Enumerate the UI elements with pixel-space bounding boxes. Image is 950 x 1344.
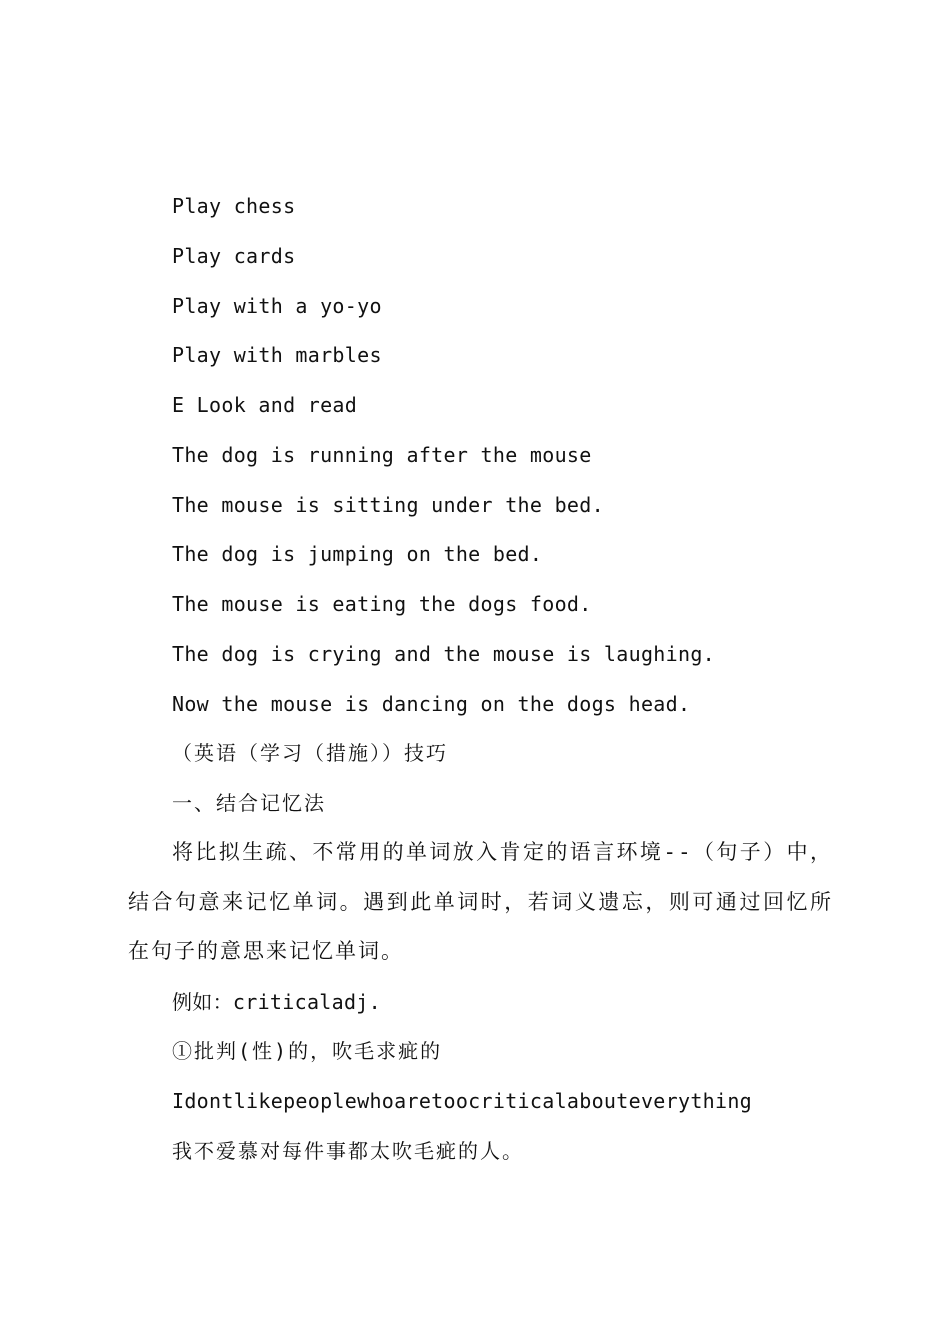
text-line: The mouse is sitting under the bed. [172, 493, 604, 517]
text-line: Play chess [172, 194, 296, 218]
section-heading: 一、结合记忆法 [172, 791, 326, 815]
text-line: Play with a yo-yo [172, 294, 382, 318]
example-sentence: Idontlikepeoplewhoaretoocriticalabouteverything [172, 1089, 753, 1113]
text-line: The dog is jumping on the bed. [172, 542, 543, 566]
text-line: The dog is crying and the mouse is laughing. [172, 642, 716, 666]
translation-line: 我不爱慕对每件事都太吹毛疵的人。 [172, 1139, 524, 1163]
section-title: （英语（学习（措施））技巧 [172, 741, 448, 765]
text-line: The dog is running after the mouse [172, 443, 592, 467]
text-line: Play cards [172, 244, 296, 268]
text-line: Now the mouse is dancing on the dogs head. [172, 692, 691, 716]
text-line: Play with marbles [172, 343, 382, 367]
definition-line: ①批判(性)的，吹毛求疵的 [172, 1039, 443, 1063]
example-label: 例如：criticaladj. [172, 990, 381, 1014]
text-line: The mouse is eating the dogs food. [172, 592, 592, 616]
text-line: E Look and read [172, 393, 358, 417]
body-paragraph: 将比拟生疏、不常用的单词放入肯定的语言环境--（句子）中，结合句意来记忆单词。遇到此单词时，若词义遗忘，则可通过回忆所在句子的意思来记忆单词。 [128, 840, 833, 964]
